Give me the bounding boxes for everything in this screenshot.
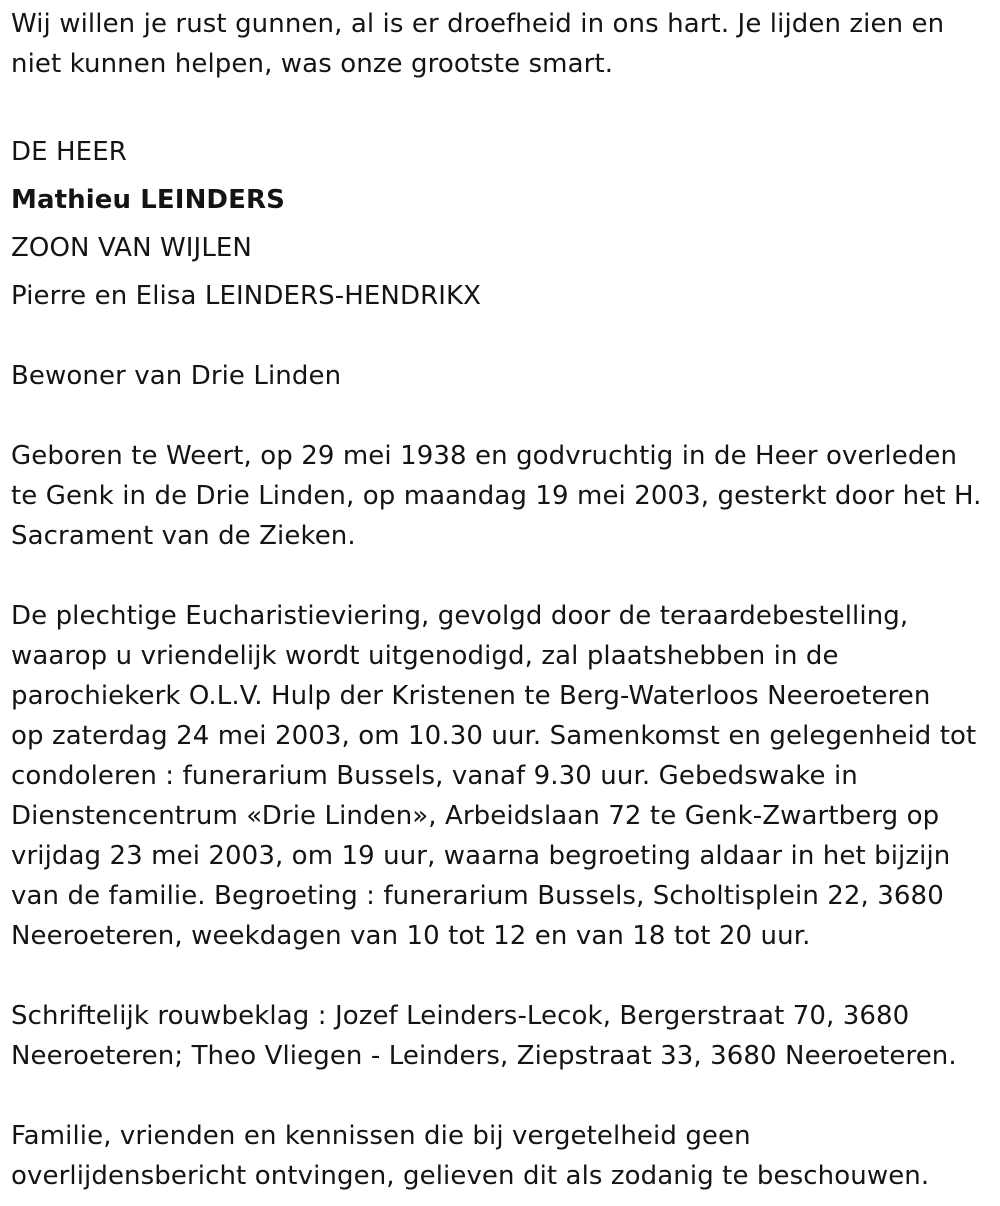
spacer	[11, 956, 991, 996]
spacer	[11, 556, 991, 596]
honorific-title: DE HEER	[11, 137, 127, 167]
death-notice	[11, 4, 991, 1196]
opening-verse: Wij willen je rust gunnen, al is er droefheid in ons hart. Je lijden zien en niet kunnen helpen, was onze grootste smart.	[11, 9, 945, 79]
relation-line: ZOON VAN WIJLEN	[11, 233, 252, 263]
spacer	[11, 320, 991, 356]
parents-names: Pierre en Elisa LEINDERS-HENDRIKX	[11, 281, 482, 311]
deceased-name: Mathieu LEINDERS	[11, 185, 285, 215]
residence-line: Bewoner van Drie Linden	[11, 361, 342, 391]
birth-death-paragraph: Geboren te Weert, op 29 mei 1938 en godvruchtig in de Heer overleden te Genk in de Drie Linden, op maandag 19 mei 2003, gesterkt door het H. Sacrament van de Zieken.	[11, 441, 982, 551]
condolences-paragraph: Schriftelijk rouwbeklag : Jozef Leinders-Lecok, Bergerstraat 70, 3680 Neeroeteren; Theo Vliegen - Leinders, Ziepstraat 33, 3680 Neeroeteren.	[11, 1001, 957, 1071]
closing-paragraph: Familie, vrienden en kennissen die bij vergetelheid geen overlijdensbericht ontvingen, gelieven dit als zodanig te beschouwen.	[11, 1121, 930, 1191]
deceased-name-block	[11, 128, 991, 320]
spacer	[11, 84, 991, 124]
ceremony-paragraph: De plechtige Eucharistieviering, gevolgd door de teraardebestelling, waarop u vriendelijk wordt uitgenodigd, zal plaatshebben in de parochiekerk O.L.V. Hulp der Kristenen te Berg-Waterloos Neeroeteren op zaterdag 24 mei 2003, om 10.30 uur. Samenkomst en gelegenheid tot condoleren : funerarium Bussels, vanaf 9.30 uur. Gebedswake in Dienstencentrum «Drie Linden», Arbeidslaan 72 te Genk-Zwartberg op vrijdag 23 mei 2003, om 19 uur, waarna begroeting aldaar in het bijzijn van de familie. Begroeting : funerarium Bussels, Scholtisplein 22, 3680 Neeroeteren, weekdagen van 10 tot 12 en van 18 tot 20 uur.	[11, 601, 977, 951]
spacer	[11, 396, 991, 436]
spacer	[11, 1076, 991, 1116]
